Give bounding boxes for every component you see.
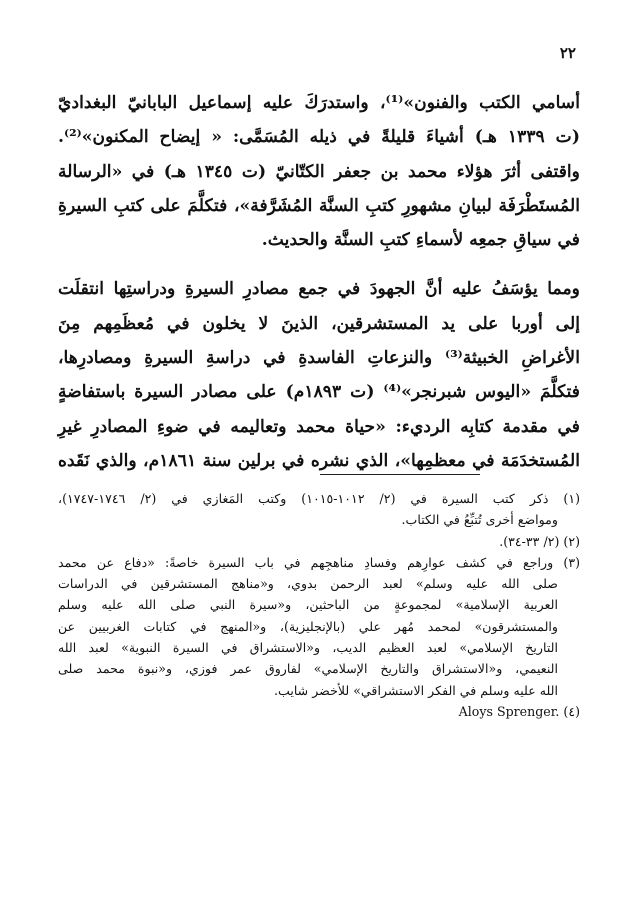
text-line: المُستَطْرَفَة لبيانِ مشهورِ كتبِ السنَّة المُشَرَّفة»، فتكلَّمَ على كتبِ السيرةِ — [58, 195, 580, 216]
footnote-4 — [58, 701, 580, 722]
footnote-2 — [58, 531, 580, 552]
text-line: الأغراضِ الخبيثة⁽³⁾ والنزعاتِ الفاسدةِ في دراسةِ السيرةِ ومصادرِها، — [58, 348, 580, 369]
footnote-number: (٢) — [563, 533, 580, 549]
text-line: واقتفى أثرَ هؤلاء محمد بن جعفر الكتّانيّ (ت ١٣٤٥ هـ) في «الرسالة — [58, 161, 580, 182]
footnote-1 — [58, 488, 580, 531]
footnote-text: ذكر كتب السيرة في (٢/ ١٠١٢-١٠١٥) وكتب المَغازي في (٢/ ١٧٤٦-١٧٤٧)، — [58, 491, 549, 506]
footnote-line: ومواضع أخرى تُتبِّعُ في الكتاب. — [401, 512, 558, 528]
footnotes — [58, 488, 580, 722]
page-number: ٢٢ — [559, 44, 576, 62]
footnote-line — [58, 488, 580, 509]
footnote-line: العربية الإسلامية» لمجموعةٍ من الباحثين، و«سيرة النبي صلى الله عليه وسلم — [58, 597, 558, 613]
footnote-3 — [58, 552, 580, 701]
footnote-line: الله عليه وسلم في الفكر الاستشراقي» للأخضر شايب. — [273, 682, 558, 698]
footnote-divider — [320, 474, 480, 475]
footnote-text: وراجع في كشف عوارِهم وفسادِ مناهجِهم في باب السيرة خاصةً: «دفاع عن محمد — [58, 554, 554, 570]
text-line: في سياقِ جمعِه لأسماءِ كتبِ السنَّة والحديث. — [261, 230, 580, 251]
text-line: أسامي الكتب والفنون»⁽¹⁾، واستدرَكَ عليه إسماعيل البابانيّ البغداديّ — [58, 93, 580, 113]
footnote-text: (٢/ ٣٣-٣٤). — [499, 533, 560, 549]
footnote-line — [58, 531, 580, 552]
footnote-number: (٣) — [563, 554, 580, 570]
footnote-line: صلى الله عليه وسلم» لعبد الرحمن بدوي، و«مناهج المستشرقين في الدراسات — [58, 576, 558, 592]
footnote-line: والمستشرقون» لمحمد مُهر علي (بالإنجليزية)، و«المنهج في كتابات الغربيين عن — [58, 618, 558, 634]
paragraph-2 — [58, 272, 580, 478]
text-line: فتكلَّمَ «اليوس شبرنجر»⁽⁴⁾ (ت ١٨٩٣م) على مصادر السيرة باستفاضةٍ — [58, 382, 580, 403]
footnote-line: النعيمي، و«الاستشراق والتاريخ الإسلامي» لفاروق عمر فوزي، و«نبوة محمد صلى — [58, 661, 558, 677]
text-line: ومما يؤسَفُ عليه أنَّ الجهودَ في جمع مصادرِ السيرةِ ودراستِها انتقلَت — [58, 279, 580, 300]
paragraph-1 — [58, 86, 580, 257]
footnote-line: التاريخ الإسلامي» لعبد العظيم الديب، و«الاستشراق في السيرة النبوية» لعبد الله — [58, 640, 558, 656]
text-line: في مقدمة كتابِه الرديء: «حياة محمد وتعاليمه في ضوءِ المصادرِ غيرِ — [58, 416, 580, 437]
text-line: المُستخدَمَة في معظمِها»، الذي نشره في برلين سنة ١٨٦١م، والذي نَقَده — [58, 450, 580, 471]
footnote-line — [58, 701, 580, 722]
footnote-line — [58, 552, 580, 573]
footnote-number: (٤) — [563, 703, 580, 719]
footnote-number: (١) — [563, 491, 580, 506]
text-line: (ت ١٣٣٩ هـ) أشياءَ قليلةً في ذيله المُسَمَّى: « إيضاح المكنون»⁽²⁾. — [58, 127, 580, 148]
footnote-text: Aloys Sprenger. — [458, 703, 560, 719]
text-line: إلى أوربا على يد المستشرقين، الذينَ لا يخلون في مُعظَمِهم مِنَ — [58, 313, 580, 334]
main-text — [58, 86, 580, 478]
